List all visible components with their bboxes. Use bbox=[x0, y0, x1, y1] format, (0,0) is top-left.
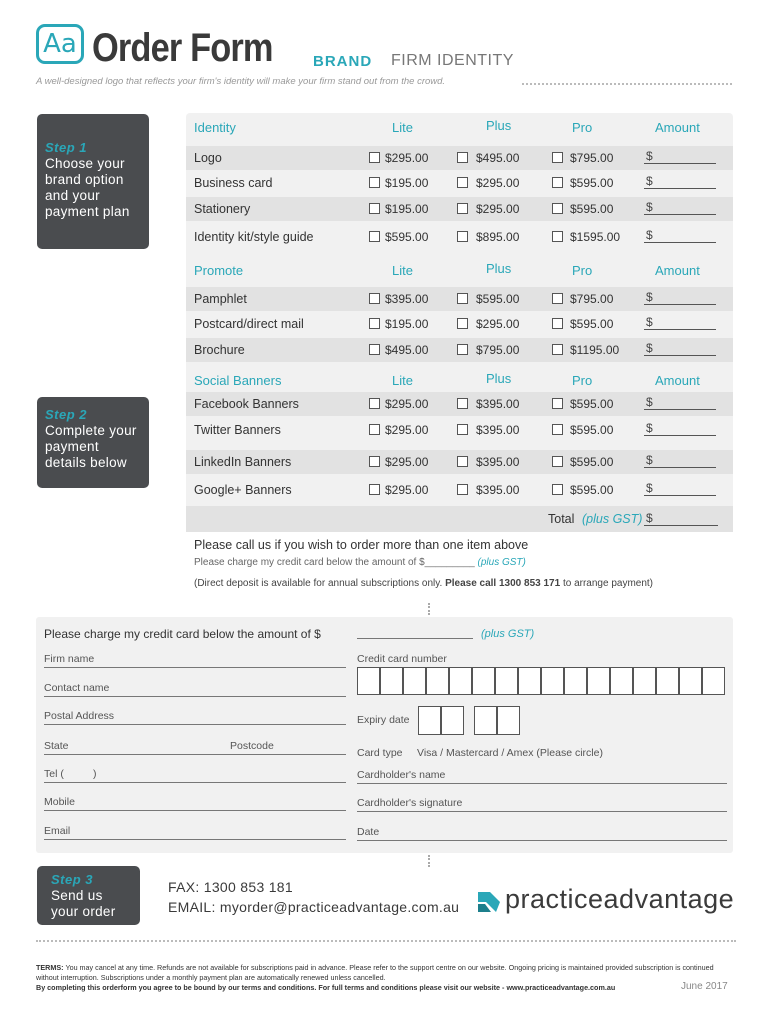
expiry-box[interactable] bbox=[418, 706, 441, 735]
item-name: Identity kit/style guide bbox=[194, 230, 314, 244]
expiry-box[interactable] bbox=[441, 706, 464, 735]
firm-identity-label: FIRM IDENTITY bbox=[391, 52, 514, 69]
item-name: Google+ Banners bbox=[194, 483, 292, 497]
plus-checkbox[interactable] bbox=[457, 456, 468, 467]
lite-price: $195.00 bbox=[385, 317, 429, 331]
state-label: State bbox=[44, 740, 69, 752]
step-2-box bbox=[37, 397, 149, 488]
step-1-box bbox=[37, 114, 149, 249]
contact-name-label: Contact name bbox=[44, 682, 110, 694]
terms-agreement: By completing this orderform you agree to be bound by our terms and conditions. For full terms and conditions please visit our website - www.practiceadvantage.com.au bbox=[36, 983, 616, 992]
section-title-social-banners: Social Banners bbox=[194, 373, 282, 388]
plus-checkbox[interactable] bbox=[457, 318, 468, 329]
plus-price: $395.00 bbox=[476, 483, 520, 497]
plus-price: $295.00 bbox=[476, 202, 520, 216]
total-label: Total bbox=[548, 512, 575, 526]
brand-name: practiceadvantage bbox=[505, 884, 735, 914]
state-postcode-field[interactable] bbox=[44, 754, 346, 755]
plus-checkbox[interactable] bbox=[457, 344, 468, 355]
cardholder-name-label: Cardholder's name bbox=[357, 769, 446, 781]
practiceadvantage-logo-icon bbox=[476, 888, 502, 914]
pro-price: $1595.00 bbox=[570, 230, 621, 244]
page-title: Order Form bbox=[92, 26, 273, 70]
tagline: A well-designed logo that reflects your firm's identity will make your firm stand out from the crowd. bbox=[36, 76, 446, 87]
plus-price: $295.00 bbox=[476, 176, 520, 190]
deposit-note bbox=[194, 578, 653, 589]
postal-address-label: Postal Address bbox=[44, 710, 115, 722]
lite-price: $295.00 bbox=[385, 423, 429, 437]
plus-checkbox[interactable] bbox=[457, 203, 468, 214]
plus-price: $395.00 bbox=[476, 423, 520, 437]
pro-price: $595.00 bbox=[570, 455, 614, 469]
divider bbox=[428, 603, 430, 615]
email-label: Email bbox=[44, 825, 71, 837]
amount-field[interactable]: $ bbox=[644, 200, 716, 215]
brand-label: BRAND bbox=[313, 53, 373, 70]
item-name: Logo bbox=[194, 151, 222, 165]
item-name: Business card bbox=[194, 176, 273, 190]
date-label: Date bbox=[357, 826, 380, 838]
pro-price: $795.00 bbox=[570, 292, 614, 306]
step-3-text: Send us your order bbox=[51, 888, 116, 919]
column-header-pro: Pro bbox=[572, 120, 593, 135]
mobile-field[interactable] bbox=[44, 810, 346, 811]
fax-number: FAX: 1300 853 181 bbox=[168, 879, 293, 895]
item-name: LinkedIn Banners bbox=[194, 455, 292, 469]
tel-field[interactable] bbox=[44, 782, 346, 783]
amount-field[interactable]: $ bbox=[644, 315, 716, 330]
logo-mark: Aa bbox=[36, 24, 84, 64]
plus-price: $795.00 bbox=[476, 343, 520, 357]
lite-checkbox[interactable] bbox=[369, 318, 380, 329]
column-header-plus: Plus bbox=[486, 118, 512, 133]
call-note: Please call us if you wish to order more than one item above bbox=[194, 538, 529, 552]
terms bbox=[36, 963, 736, 993]
cc-digit-box[interactable] bbox=[633, 667, 656, 695]
item-name: Postcard/direct mail bbox=[194, 317, 304, 331]
column-header-amount: Amount bbox=[655, 120, 700, 135]
lite-price: $295.00 bbox=[385, 151, 429, 165]
charge-note bbox=[194, 557, 526, 568]
item-name: Pamphlet bbox=[194, 292, 247, 306]
column-header-lite: Lite bbox=[392, 373, 413, 388]
column-header-lite: Lite bbox=[392, 263, 413, 278]
pro-price: $595.00 bbox=[570, 483, 614, 497]
cc-digit-box[interactable] bbox=[587, 667, 610, 695]
total-gst: (plus GST) bbox=[582, 512, 643, 526]
deposit-note-pre: (Direct deposit is available for annual subscriptions only. bbox=[194, 578, 443, 589]
lite-checkbox[interactable] bbox=[369, 484, 380, 495]
cardholder-name-field[interactable] bbox=[357, 783, 727, 784]
firm-name-label: Firm name bbox=[44, 653, 95, 665]
cc-digit-box[interactable] bbox=[357, 667, 380, 695]
charge-note-gst: (plus GST) bbox=[477, 557, 526, 568]
postal-address-field[interactable] bbox=[44, 724, 346, 725]
column-header-plus: Plus bbox=[486, 261, 512, 276]
deposit-note-post: to arrange payment) bbox=[562, 578, 654, 589]
plus-price: $395.00 bbox=[476, 397, 520, 411]
step-1-label: Step 1 bbox=[45, 140, 88, 155]
lite-price: $395.00 bbox=[385, 292, 429, 306]
lite-checkbox[interactable] bbox=[369, 152, 380, 163]
pro-checkbox[interactable] bbox=[552, 344, 563, 355]
postcode-label: Postcode bbox=[230, 740, 274, 752]
amount-field[interactable]: $ bbox=[644, 290, 716, 305]
column-header-amount: Amount bbox=[655, 263, 700, 278]
step-1-text: Choose your brand option and your payment plan bbox=[45, 156, 130, 219]
lite-checkbox[interactable] bbox=[369, 177, 380, 188]
pro-checkbox[interactable] bbox=[552, 293, 563, 304]
divider bbox=[522, 83, 732, 85]
date-field[interactable] bbox=[357, 840, 727, 841]
item-name: Facebook Banners bbox=[194, 397, 299, 411]
pro-price: $795.00 bbox=[570, 151, 614, 165]
pro-checkbox[interactable] bbox=[552, 203, 563, 214]
pro-checkbox[interactable] bbox=[552, 231, 563, 242]
lite-price: $595.00 bbox=[385, 230, 429, 244]
lite-price: $495.00 bbox=[385, 343, 429, 357]
payment-charge-label: Please charge my credit card below the amount of $ bbox=[44, 627, 321, 641]
plus-price: $595.00 bbox=[476, 292, 520, 306]
item-name: Brochure bbox=[194, 343, 245, 357]
pro-price: $595.00 bbox=[570, 176, 614, 190]
pro-price: $595.00 bbox=[570, 423, 614, 437]
pro-checkbox[interactable] bbox=[552, 177, 563, 188]
amount-field[interactable]: $ bbox=[644, 174, 716, 189]
lite-checkbox[interactable] bbox=[369, 293, 380, 304]
contact-name-field[interactable] bbox=[44, 696, 346, 697]
step-3-label: Step 3 bbox=[51, 872, 94, 887]
cc-digit-box[interactable] bbox=[472, 667, 495, 695]
pro-checkbox[interactable] bbox=[552, 152, 563, 163]
plus-checkbox[interactable] bbox=[457, 398, 468, 409]
pro-checkbox[interactable] bbox=[552, 398, 563, 409]
expiry-label: Expiry date bbox=[357, 714, 410, 726]
step-3-box bbox=[37, 866, 140, 925]
lite-checkbox[interactable] bbox=[369, 424, 380, 435]
plus-price: $295.00 bbox=[476, 317, 520, 331]
terms-label: TERMS: bbox=[36, 963, 64, 972]
cc-digit-box[interactable] bbox=[403, 667, 426, 695]
email-field[interactable] bbox=[44, 839, 346, 840]
plus-price: $895.00 bbox=[476, 230, 520, 244]
lite-price: $295.00 bbox=[385, 455, 429, 469]
pro-checkbox[interactable] bbox=[552, 456, 563, 467]
terms-text: You may cancel at any time. Refunds are not available for subscriptions paid in advance. Please refer to the support centre on our website. Ongoing pricing is maintained provided subscription is continued without interruption. Subscriptions under a monthly payment plan are automatically renewed unless cancelled. bbox=[36, 963, 714, 982]
column-header-amount: Amount bbox=[655, 373, 700, 388]
pro-checkbox[interactable] bbox=[552, 484, 563, 495]
divider bbox=[428, 855, 430, 867]
amount-field[interactable]: $ bbox=[644, 421, 716, 436]
order-email[interactable]: EMAIL: myorder@practiceadvantage.com.au bbox=[168, 899, 460, 915]
lite-price: $295.00 bbox=[385, 397, 429, 411]
plus-checkbox[interactable] bbox=[457, 424, 468, 435]
cc-digit-box[interactable] bbox=[449, 667, 472, 695]
cc-digit-box[interactable] bbox=[564, 667, 587, 695]
cardholder-signature-label: Cardholder's signature bbox=[357, 797, 463, 809]
pro-checkbox[interactable] bbox=[552, 424, 563, 435]
card-type-label: Card type bbox=[357, 747, 403, 759]
pro-price: $595.00 bbox=[570, 202, 614, 216]
firm-name-field[interactable] bbox=[44, 667, 346, 668]
pro-checkbox[interactable] bbox=[552, 318, 563, 329]
pro-price: $595.00 bbox=[570, 317, 614, 331]
lite-price: $195.00 bbox=[385, 176, 429, 190]
plus-price: $495.00 bbox=[476, 151, 520, 165]
item-name: Twitter Banners bbox=[194, 423, 281, 437]
lite-price: $195.00 bbox=[385, 202, 429, 216]
cc-digit-box[interactable] bbox=[518, 667, 541, 695]
amount-field[interactable]: $ bbox=[644, 341, 716, 356]
tel-label: Tel ( ) bbox=[44, 768, 97, 780]
divider bbox=[36, 940, 736, 942]
lite-checkbox[interactable] bbox=[369, 231, 380, 242]
cc-number-label: Credit card number bbox=[357, 653, 447, 665]
cc-digit-box[interactable] bbox=[495, 667, 518, 695]
charge-note-text: Please charge my credit card below the amount of $_________ bbox=[194, 557, 475, 568]
amount-field[interactable]: $ bbox=[644, 149, 716, 164]
cc-digit-box[interactable] bbox=[656, 667, 679, 695]
amount-field[interactable]: $ bbox=[644, 481, 716, 496]
cc-digit-box[interactable] bbox=[702, 667, 725, 695]
section-title-identity: Identity bbox=[194, 120, 236, 135]
amount-field[interactable]: $ bbox=[644, 395, 716, 410]
cardholder-signature-field[interactable] bbox=[357, 811, 727, 812]
step-2-label: Step 2 bbox=[45, 407, 88, 422]
deposit-note-phone: Please call 1300 853 171 bbox=[445, 578, 561, 589]
plus-checkbox[interactable] bbox=[457, 293, 468, 304]
lite-checkbox[interactable] bbox=[369, 456, 380, 467]
column-header-pro: Pro bbox=[572, 263, 593, 278]
payment-gst: (plus GST) bbox=[481, 628, 535, 640]
item-name: Stationery bbox=[194, 202, 251, 216]
plus-checkbox[interactable] bbox=[457, 484, 468, 495]
cc-digit-box[interactable] bbox=[679, 667, 702, 695]
mobile-label: Mobile bbox=[44, 796, 75, 808]
column-header-plus: Plus bbox=[486, 371, 512, 386]
amount-field[interactable]: $ bbox=[644, 228, 716, 243]
lite-checkbox[interactable] bbox=[369, 344, 380, 355]
expiry-box[interactable] bbox=[474, 706, 497, 735]
step-2-text: Complete your payment details below bbox=[45, 423, 137, 470]
cc-digit-box[interactable] bbox=[610, 667, 633, 695]
expiry-box[interactable] bbox=[497, 706, 520, 735]
pro-price: $1195.00 bbox=[570, 343, 620, 357]
plus-price: $395.00 bbox=[476, 455, 520, 469]
document-date: June 2017 bbox=[681, 981, 728, 992]
pro-price: $595.00 bbox=[570, 397, 614, 411]
lite-price: $295.00 bbox=[385, 483, 429, 497]
plus-checkbox[interactable] bbox=[457, 231, 468, 242]
lite-checkbox[interactable] bbox=[369, 203, 380, 214]
charge-amount-field[interactable] bbox=[357, 638, 473, 639]
card-type-options[interactable]: Visa / Mastercard / Amex (Please circle) bbox=[417, 747, 603, 759]
plus-checkbox[interactable] bbox=[457, 177, 468, 188]
lite-checkbox[interactable] bbox=[369, 398, 380, 409]
column-header-lite: Lite bbox=[392, 120, 413, 135]
amount-field[interactable]: $ bbox=[644, 453, 716, 468]
total-amount-field[interactable]: $ bbox=[644, 511, 718, 526]
cc-digit-box[interactable] bbox=[541, 667, 564, 695]
column-header-pro: Pro bbox=[572, 373, 593, 388]
cc-digit-box[interactable] bbox=[380, 667, 403, 695]
cc-digit-box[interactable] bbox=[426, 667, 449, 695]
plus-checkbox[interactable] bbox=[457, 152, 468, 163]
section-title-promote: Promote bbox=[194, 263, 244, 278]
